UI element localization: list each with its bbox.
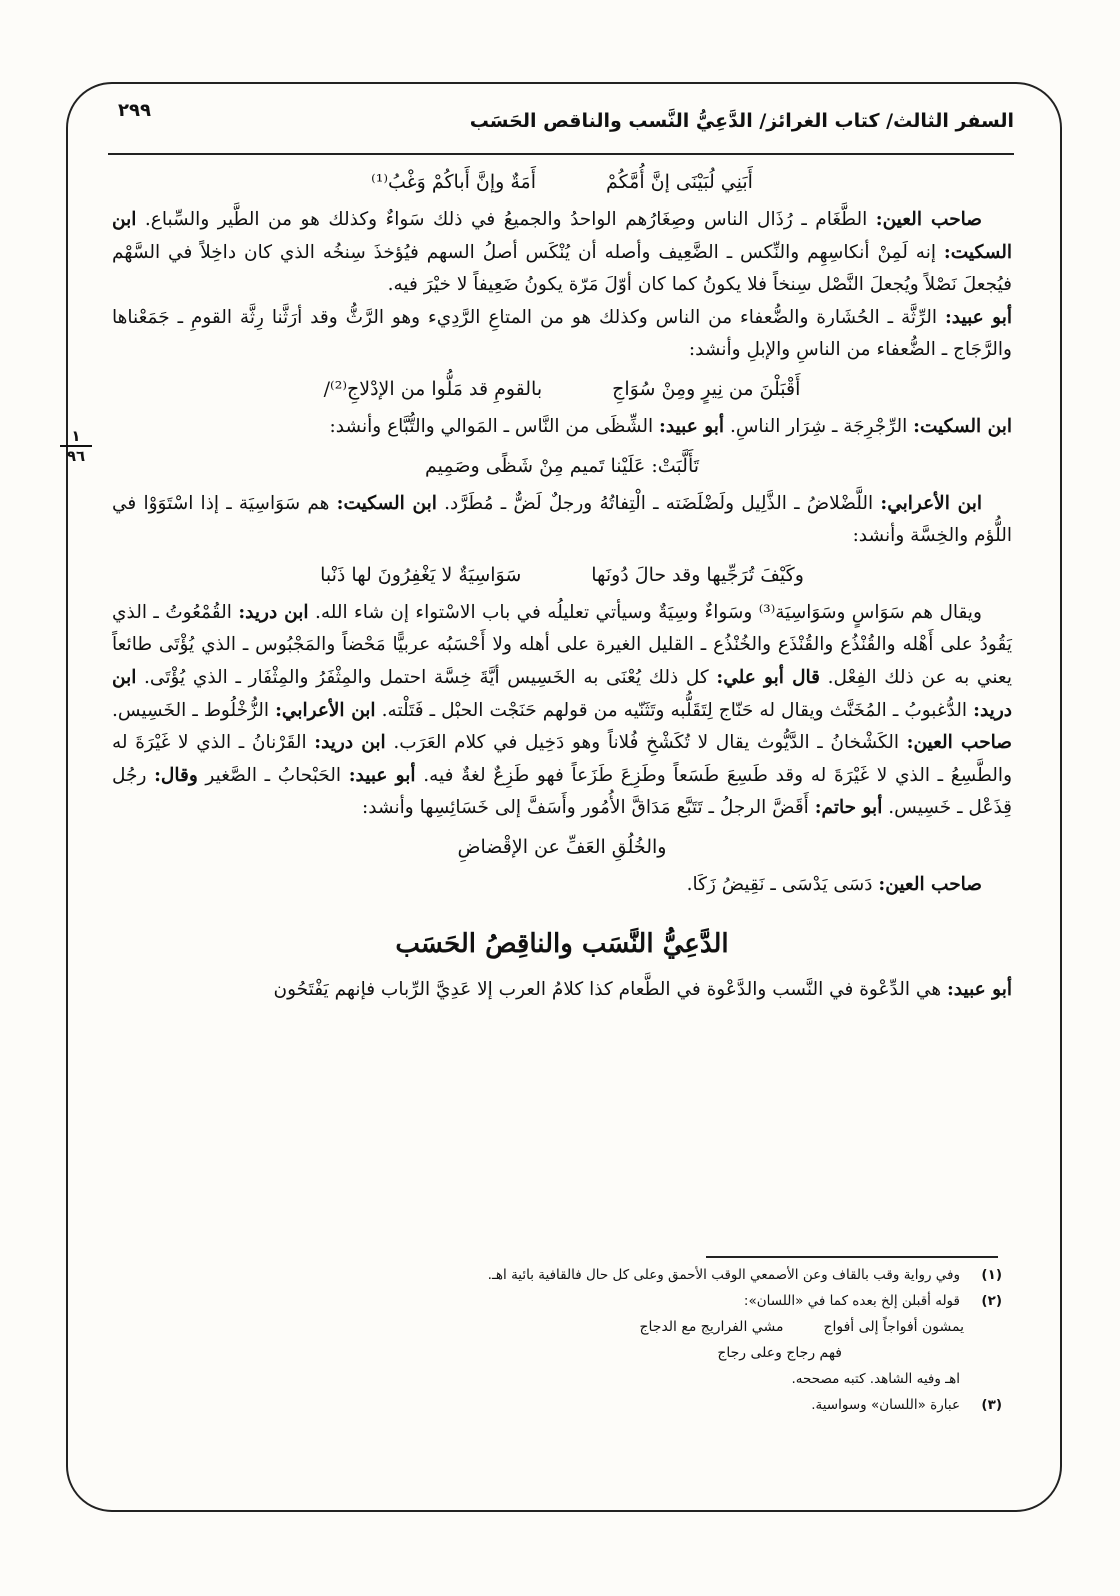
paragraph-7 <box>112 974 1012 1007</box>
margin-note-top: ١ <box>71 427 81 445</box>
verse-2-hemistich-1: أَقْبَلْنَ من نِيرٍ ومِنْ سُوَاجِ <box>612 377 801 400</box>
verse-4 <box>112 555 1012 595</box>
paragraph-text: القُمْعُوتُ ـ الذي يَقُودُ على أَهْله والقُنْذُع والقُنْذَع والخُنْذُع ـ القليل الغيرة على أهله ولا أَحْسَبُه عربيًّا مَحْضاً والمَجْبُوس ـ الذي يُؤْتَى طائعاً يعني به عن ذلك الفِعْل. <box>112 601 1012 688</box>
verse-1 <box>112 162 1012 202</box>
paragraph-4 <box>112 488 1012 553</box>
speaker-label: أبو عبيد: <box>348 764 416 786</box>
verse-3 <box>112 446 1012 486</box>
speaker-label: أبو عبيد: <box>659 415 725 437</box>
speaker-label: قال أبو علي: <box>716 666 821 688</box>
paragraph-text: الطَّغَام ـ رُذَال الناس وصِغَارُهم الواحدُ والجميعُ في ذلك سَواءٌ وكذلك هو من الطَّير والسِّباع. <box>136 209 876 230</box>
verse-2-hemistich-2: بالقومِ قد مَلُّوا من الإدْلاجِ⁽²⁾/ <box>323 377 543 400</box>
speaker-label: صاحب العين: <box>878 873 982 895</box>
verse-5 <box>112 827 1012 867</box>
page-number: ٢٩٩ <box>118 100 151 121</box>
section-heading: الدَّعِيُّ النَّسَب والناقِصُ الحَسَب <box>395 928 729 959</box>
speaker-label: ابن الأعرابي: <box>275 699 376 721</box>
paragraph-text: كل ذلك يُعْنَى به الخَسِيس أيَّةَ خِسَّة احتمل والمِثْفَرُ والمِثْفَار ـ الذي يُؤْتَى. <box>136 666 717 688</box>
footnote-number: (٢) <box>981 1293 1002 1309</box>
speaker-label: صاحب العين: <box>875 209 982 230</box>
footnote-2-verse-2: فهم رجاج وعلى رجاج <box>717 1345 842 1361</box>
paragraph-2 <box>112 302 1012 367</box>
paragraph-text: دَسَى يَدْسَى ـ نَقِيضُ زَكَا. <box>686 873 879 895</box>
verse-4-hemistich-2: سَوَاسِيَةٌ لا يَغْفِرُونَ لها ذَنْبا <box>320 563 522 586</box>
paragraph-3 <box>112 411 1012 444</box>
speaker-label: ابن دريد: <box>238 601 309 623</box>
paragraph-text: الرِّثَّة ـ الحُشَارة والضُّعفاء من الناس وكذلك هو من المتاعِ الرَّدِيء وهو الرَّثُّ وقد أرَثَّنا رِثَّة القومِ ـ جَمَعْناها والرَّجَاج ـ الضُّعفاء من الناسِ والإبلِ وأنشد: <box>112 306 1012 361</box>
footnote-number: (١) <box>981 1267 1002 1283</box>
footnote-text: وفي رواية وقب بالقاف وعن الأصمعي الوقب الأحمق وعلى كل حال فالقافية بائية اهـ. <box>487 1267 960 1283</box>
verse-1-hemistich-2: أَمَةٌ وإنَّ أَباكُمْ وَغْبُ⁽¹⁾ <box>371 171 537 193</box>
speaker-label: ابن دريد: <box>112 666 1012 721</box>
paragraph-text: ويقال هم سَوَاسٍ وسَوَاسِيَة⁽³⁾ وسَواءٌ وسِيَةٌ وسيأتي تعليلُه في باب الاسْتواء إن شاء الله. <box>308 601 982 623</box>
speaker-label: أبو حاتم: <box>814 797 883 819</box>
speaker-label: ابن السكيت: <box>336 492 437 514</box>
margin-note <box>56 428 96 464</box>
verse-1-hemistich-1: أَبَنِي لُبَيْنَى إنَّ أُمَّكُمْ <box>606 171 753 193</box>
margin-note-bottom: ٩٦ <box>66 446 86 465</box>
paragraph-text: الدُّغبوبُ ـ المُخَنَّث ويقال له حَنّاج لِتَقَلُّبه وتَثَنّيه من قولهم حَنَجْت الحبْل ـ فَتَلْته. <box>375 699 974 721</box>
footnote-rule <box>706 1256 998 1258</box>
footnote-verse-hemistich: يمشون أفواجاً إلى أفواج <box>823 1319 964 1335</box>
running-title: السفر الثالث/ كتاب الغرائز/ الدَّعِيُّ النَّسب والناقص الحَسَب <box>469 110 1014 132</box>
footnote-verse-hemistich: مشي الفراريج مع الدجاج <box>639 1319 784 1335</box>
speaker-label: ابن السكيت: <box>913 415 1012 437</box>
paragraph-text: الشِّظَى من النَّاس ـ المَوالي والتُّبَّاع وأنشد: <box>329 415 660 437</box>
paragraph-text: أَقَضَّ الرجلُ ـ تَتَبَّع مَدَاقَّ الأُمُور وأَسَفَّ إلى خَسَائِسِها وأنشد: <box>362 797 815 819</box>
footnote-number: (٣) <box>981 1397 1002 1413</box>
verse-3-line: تَأَلَّبَتْ: عَلَيْنا تَميم مِنْ شَظًى وصَمِيم <box>424 454 700 477</box>
paragraph-6 <box>112 869 1012 902</box>
paragraph-text: إنه لَمِنْ أنكاسِهِم والنِّكس ـ الضَّعِيف وأصله أن يُنْكَس أصلُ السهم فيُؤخذَ سِنخُه الذي كان داخِلاً في السَّهْم فيُجعلَ نَصْلاً ويُجعلَ النَّصْل سِنخاً فلا يكونُ كما كان أوّلَ مَرّة يكونُ ضَعِيفاً لا خيْرَ فيه. <box>112 241 1012 296</box>
speaker-label: صاحب العين: <box>906 732 1012 754</box>
footnotes <box>112 1262 1002 1418</box>
paragraph-text: هم سَوَاسِيَة ـ إذا اسْتَوَوْا في اللُّؤم والخِسَّة وأنشد: <box>112 492 1012 547</box>
footnote-text: عبارة «اللسان» وسواسية. <box>811 1397 960 1413</box>
speaker-label: ابن السكيت: <box>112 209 1012 263</box>
paragraph-text: اللَّضْلاضُ ـ الذَّلِيل ولَضْلَضَته ـ الْتِفاتُهُ ورجلٌ لَضٌّ ـ مُطَرَّد. <box>436 492 881 514</box>
footnote-2-verse-1 <box>112 1314 1002 1340</box>
verse-2 <box>112 369 1012 409</box>
header-rule <box>108 153 1014 155</box>
paragraph-text: الزُّخْلُوط ـ الخَسِيس. <box>112 699 276 721</box>
main-text <box>112 160 1012 1006</box>
footnote-3 <box>112 1392 1002 1418</box>
speaker-label: ابن دريد: <box>314 732 386 754</box>
speaker-label: وقال: <box>154 764 198 786</box>
footnote-2 <box>112 1288 1002 1314</box>
speaker-label: أبو عبيد: <box>946 978 1012 1000</box>
footnote-1 <box>112 1262 1002 1288</box>
footnote-2-continuation: اهـ وفيه الشاهد. كتبه مصححه. <box>791 1371 960 1387</box>
paragraph-1 <box>112 204 1012 302</box>
paragraph-text: القَرْنانُ ـ الذي لا غَيْرَةَ له والطَّسِعُ ـ الذي لا غَيْرَةَ له وقد طَسِعَ طَسَعاً وطَزِعَ طَزَعاً فهو طَزِعٌ لغةٌ فيه. <box>112 732 1013 786</box>
verse-5-line: والخُلُقِ العَفِّ عن الإقْضاضِ <box>457 835 667 858</box>
paragraph-text: الكَشْخانُ ـ الدَّيُّوث يقال لا تُكَشْخِ فُلاناً وهو دَخِيل في كلام العَرَب. <box>385 732 907 754</box>
footnote-text: قوله أقبلن إلخ بعده كما في «اللسان»: <box>743 1293 960 1309</box>
paragraph-text: الرِّجْرِجَة ـ شِرَار الناسِ. <box>724 415 914 437</box>
verse-4-hemistich-1: وكَيْفَ تُرَجِّيها وقد حالَ دُونَها <box>591 563 804 586</box>
paragraph-text: الحَبْحابُ ـ الصَّغير <box>197 764 349 786</box>
speaker-label: أبو عبيد: <box>944 306 1013 328</box>
paragraph-text: رجُل قِذَعْل ـ خَسِيس. <box>112 764 1012 819</box>
page-header <box>108 100 1014 156</box>
speaker-label: ابن الأعرابي: <box>880 492 983 514</box>
paragraph-text: هي الدِّعْوة في النَّسب والدَّعْوة في الطَّعام كذا كلامُ العرب إلا عَدِيَّ الرِّباب فإنهم يَفْتَحُون <box>273 978 947 1000</box>
paragraph-5 <box>112 597 1012 825</box>
